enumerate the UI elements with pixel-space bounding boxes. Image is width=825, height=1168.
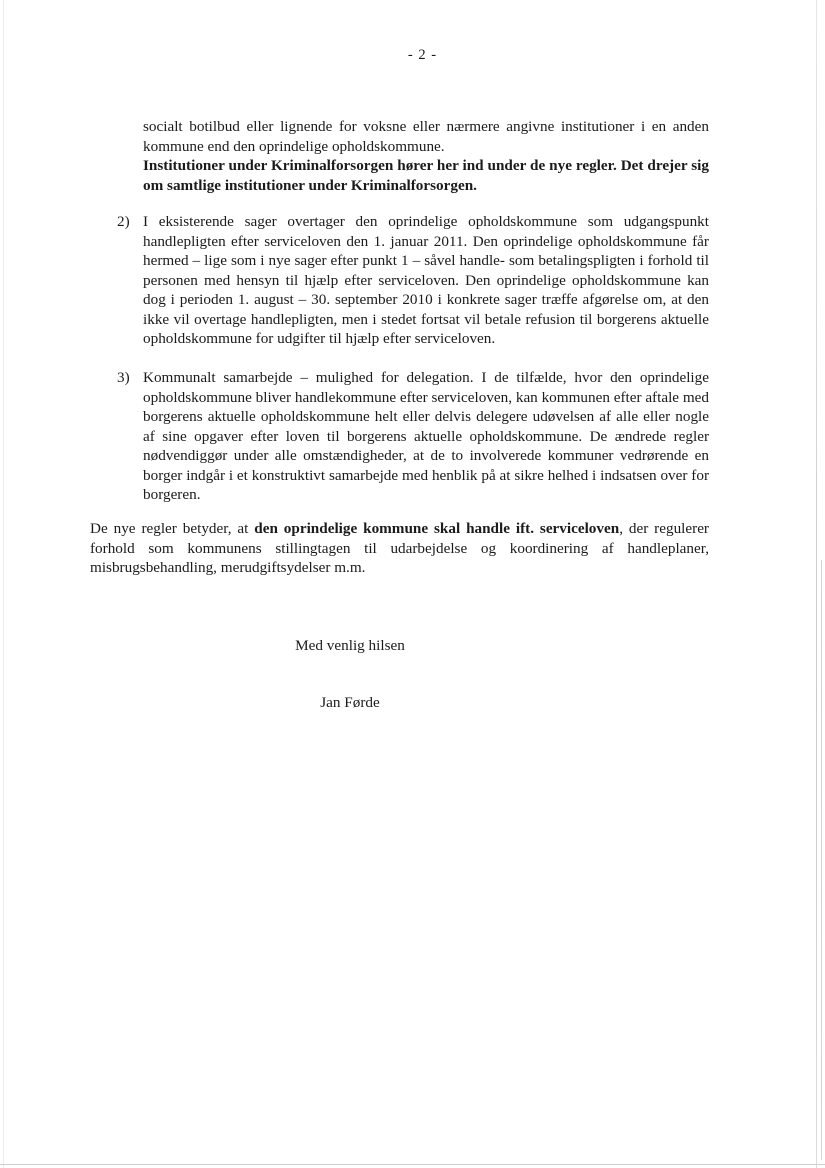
summary-paragraph	[90, 519, 709, 578]
scan-edge-bottom	[0, 1164, 825, 1165]
list-item-text: I eksisterende sager overtager den oprindelige opholdskommune som udgangspunkt handlepligten efter serviceloven den 1. januar 2011. Den oprindelige opholdskommune får hermed – lige som i nye sager efter punkt 1 – såvel handle- som betalingspligten i forhold til personen med hensyn til hjælp efter serviceloven. Den oprindelige opholdskommune kan dog i perioden 1. august – 30. september 2010 i konkrete sager træffe afgørelse om, at den ikke vil overtage handlepligten, men i stedet fortsat vil betale refusion til borgerens aktuelle opholdskommune for udgifter til hjælp efter serviceloven.	[143, 213, 709, 347]
intro-text: socialt botilbud eller lignende for voksne eller nærmere angivne institutioner i en anden kommune end den oprindelige opholdskommune.	[143, 118, 709, 155]
scan-edge-left	[3, 0, 4, 1168]
signature-name: Jan Førde	[320, 694, 380, 711]
list-item-text: Kommunalt samarbejde – mulighed for delegation. I de tilfælde, hvor den oprindelige opholdskommune bliver handlekommune efter serviceloven, kan kommunen efter aftale med borgerens aktuelle opholdskommune helt eller delvis delegere udøvelsen af alle eller nogle af sine opgaver efter loven til borgerens aktuelle opholdskommune. De ændrede regler nødvendiggør under alle omstændigheder, at de to involverede kommuner vedrørende en borger indgår i et konstruktivt samarbejde med henblik på at sikre helhed i indsatsen over for borgeren.	[143, 369, 709, 503]
scan-edge-right-inner	[821, 560, 822, 1160]
scan-edge-right	[816, 0, 817, 1168]
list-item-number: 2)	[117, 213, 130, 230]
summary-text-after: , der regulerer forhold som kommunens stillingtagen til udarbejdelse og koordinering af handleplaner, misbrugsbehandling, merudgiftsydelser m.m.	[90, 520, 709, 576]
closing-salutation: Med venlig hilsen	[295, 637, 405, 654]
summary-text-bold: den oprindelige kommune skal handle ift. serviceloven	[254, 520, 620, 537]
list-item-number: 3)	[117, 369, 130, 386]
intro-paragraph	[143, 117, 709, 195]
intro-bold-note: Institutioner under Kriminalforsorgen hører her ind under de nye regler. Det drejer sig om samtlige institutioner under Kriminalforsorgen.	[143, 157, 709, 194]
page-number: - 2 -	[407, 47, 438, 63]
summary-text-before: De nye regler betyder, at	[90, 520, 255, 537]
